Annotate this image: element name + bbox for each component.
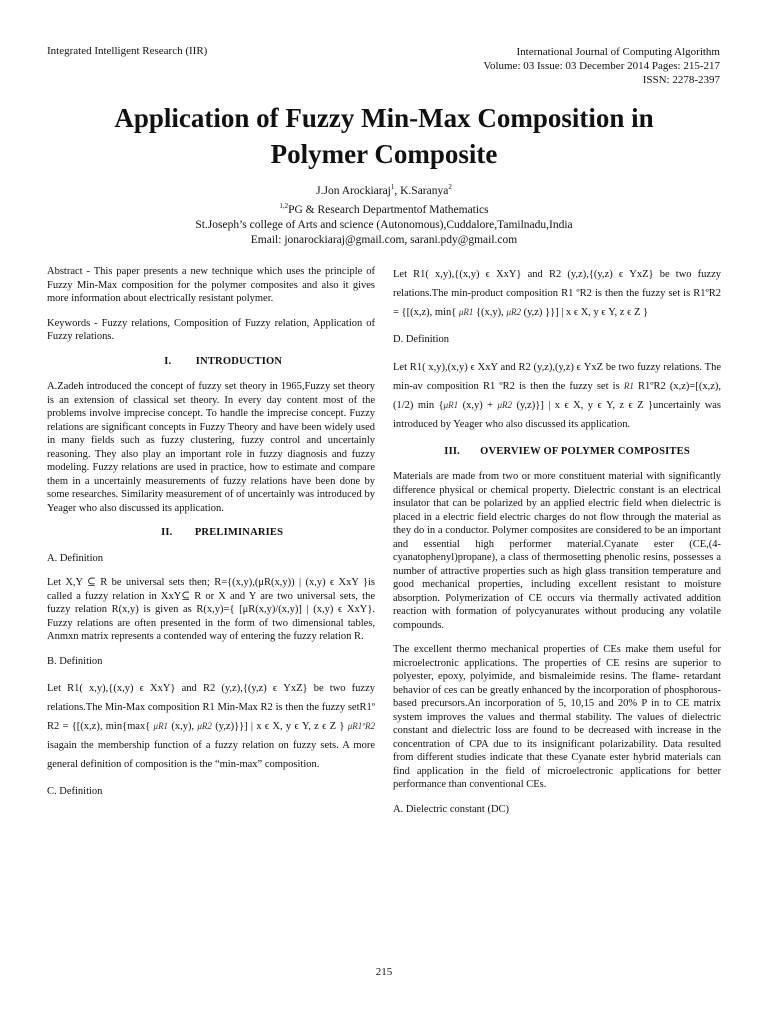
author-2: , K.Saranya [394, 184, 449, 197]
def-d-part2: R1ºR2 (x,z)=[(x,z),(1/2) min { [393, 380, 721, 411]
mu-r1r2-symbol: μR1ºR2 [347, 721, 376, 731]
section-number: III. [444, 445, 460, 457]
def-c-part3: (y,z) }}] | x ϵ X, y ϵ Y, z ϵ Z } [523, 307, 649, 318]
introduction-text: A.Zadeh introduced the concept of fuzzy set theory in 1965,Fuzzy set theory is an extension of classical set theory. In every day content most of the problems involve imprecise concept. To handle the imprecise concept. Fuzzy relations are significant concepts in Fuzzy Theory and have been widely used in many fields such as fuzzy clustering, fuzzy control and uncertainly reasoning. They also play an important role in fuzzy diagnosis and fuzzy modeling. Fuzzy relations are used in practice, how to estimate and compare them in a uncertainly measurements of fuzzy relations have been done by some researches. Similarity measurement of of uncertainly was introduced by Yeager who also discussed its application. [47, 381, 375, 514]
mu-r2-symbol: μR2 [506, 307, 521, 317]
section-overview-heading [393, 445, 721, 459]
author-names [0, 180, 768, 199]
right-column [393, 265, 721, 827]
affiliation-dept [0, 199, 768, 218]
definition-c-text [393, 265, 721, 322]
def-b-part1: Let R1( x,y),{(x,y) ϵ XxY} and R2 (y,z),{(y,z) ϵ YxZ} be two fuzzy relations.The Min-Max composition R1 Min-Max R2 is then the fuzzy setR1º R2 = {[(x,z), min{max{ [47, 683, 375, 732]
journal-name: International Journal of Computing Algorithm [516, 46, 720, 58]
overview-paragraph-1: Materials are made from two or more constituent material with significantly difference physical or chemical property. Dielectric constant is an electrical insulator that can be polarized by an applied electric field when dielectric is placed in a electric field electric charges do not flow through the material as they do in a conductor. Polymer composites are considered to be an important and essential high performer material.Cyanate ester (CE,(4-cyanatophenyl)propane), a class of thermosetting phenolic resins, possesses a number of attractive properties such as high glass transition temperature and good mechanical properties, including excellent resistant to moisture absorption. Polymerization of CE occurs via thermally activated addition reaction with formation of polycyanurates without producing any volatile compounds. [393, 471, 721, 631]
page-number: 215 [375, 966, 393, 978]
author-email: Email: jonarockiaraj@gmail.com, sarani.pdy@gmail.com [250, 233, 518, 246]
journal-publisher: Integrated Intelligent Research (IIR) [47, 45, 208, 57]
definition-d-heading: D. Definition [393, 334, 449, 345]
left-column [47, 265, 375, 810]
mu-r1-symbol: μR1 [443, 399, 459, 410]
mu-r1-symbol: μR1 [153, 721, 169, 731]
section-number: I. [164, 355, 172, 367]
def-b-part3: (y,z)}}] | x ϵ X, y ϵ Y, z ϵ Z } [215, 721, 345, 732]
subsection-dielectric-heading: A. Dielectric constant (DC) [393, 803, 510, 815]
section-preliminaries-heading [47, 526, 375, 540]
affiliation-sup: 1,2 [279, 201, 289, 210]
definition-b-heading: B. Definition [47, 655, 103, 667]
def-c-part2: {(x,y), [476, 307, 504, 318]
section-introduction-heading [47, 355, 375, 369]
definition-b-text [47, 679, 375, 774]
def-d-part1: Let R1( x,y),(x,y) ϵ XxY and R2 (y,z),(y,z) ϵ YxZ be two fuzzy relations. The min-av composition R1 ºR2 is then the fuzzy set is [393, 361, 721, 392]
section-title: OVERVIEW OF POLYMER COMPOSITES [480, 445, 690, 457]
title-line-2: Polymer Composite [270, 139, 498, 169]
definition-a-heading: A. Definition [47, 552, 103, 564]
journal-info [390, 45, 720, 87]
mu-r2-symbol: μR2 [197, 721, 212, 731]
affiliation-dept-text: PG & Research Departmentof Mathematics [288, 203, 489, 216]
definition-c-heading: C. Definition [47, 786, 103, 797]
definition-d-text [393, 358, 721, 434]
def-b-part2: (x,y), [171, 721, 195, 732]
author-block [0, 180, 768, 248]
author-1-sup: 1 [390, 183, 395, 191]
section-number: II. [161, 527, 173, 538]
author-2-sup: 2 [448, 183, 452, 191]
title-line-1: Application of Fuzzy Min-Max Composition in [114, 103, 654, 133]
def-c-part1: Let R1( x,y),{(x,y) ϵ XxY} and R2 (y,z),{(y,z) ϵ YxZ} be two fuzzy relations.The min-product composition R1 ºR2 is then the fuzzy set is R1ºR2 = {[(x,z), min{ [393, 269, 721, 318]
author-1: J.Jon Arockiaraj [316, 184, 391, 197]
mu-r2-symbol: μR2 [497, 399, 513, 410]
section-title: INTRODUCTION [195, 355, 283, 367]
keywords: Keywords - Fuzzy relations, Composition of Fuzzy relation, Application of Fuzzy relations. [47, 317, 375, 342]
def-d-part3: (x,y) + [462, 399, 494, 411]
section-title: PRELIMINARIES [194, 527, 284, 538]
abstract: Abstract - This paper presents a new technique which uses the principle of Fuzzy Min-Max composition for the polymer composites and also it gives more information about electrically resistant polymer. [47, 266, 375, 304]
def-d-part4: (y,z)}] | x ϵ X, y ϵ Y, z ϵ Z }uncertainly was introduced by Yeager who also discussed its application. [393, 399, 722, 430]
journal-issn: ISSN: 2278-2397 [642, 74, 720, 86]
mu-r1-symbol: μR1 [458, 307, 474, 317]
overview-paragraph-2: The excellent thermo mechanical properties of CEs make them useful for microelectronic applications. The properties of CE resins are superior to polyester, epoxy, polyimide, and bismaleimide resins. The flame- retardant behavior of ces can be greatly enhanced by the incorporation of phosphorous-based precursors.An incorporation of 5, 10,15 and 20% P in to CE matrix system improves the values and thermal stability. The values of dielectric constant and dielectric loss are found to be decreased with increase in the concentration of CPA due to its insignificant polarizability. Data resulted from different studies indicate that these Cyanate ester hybrid materials can find application in the field of microelectronic applications for better performance than conventional CEs. [393, 644, 721, 790]
definition-a-text: Let X,Y ⊆ R be universal sets then; R={(x,y),(μR(x,y)) | (x,y) ϵ XxY }is called a fuzzy relation in XxY⊆ R or X and Y are two universal sets, the fuzzy relation R(x,y) is given as R(x,y)={ [μR(x,y)/(x,y)] | (x,y) ϵ XxY}. Fuzzy relations are often presented in the form of two dimensional tables, Anmxn matrix represents a contended way of entering the fuzzy relation R. [47, 577, 375, 642]
paper-title [40, 100, 728, 172]
affiliation-college: St.Joseph’s college of Arts and science (Autonomous),Cuddalore,Tamilnadu,India [195, 218, 573, 231]
r1-symbol: R1 [623, 380, 634, 391]
def-b-part4: isagain the membership function of a fuzzy relation on fuzzy sets. A more general definition of composition is the “min-max” composition. [47, 740, 375, 770]
journal-volume: Volume: 03 Issue: 03 December 2014 Pages: 215-217 [483, 60, 720, 72]
